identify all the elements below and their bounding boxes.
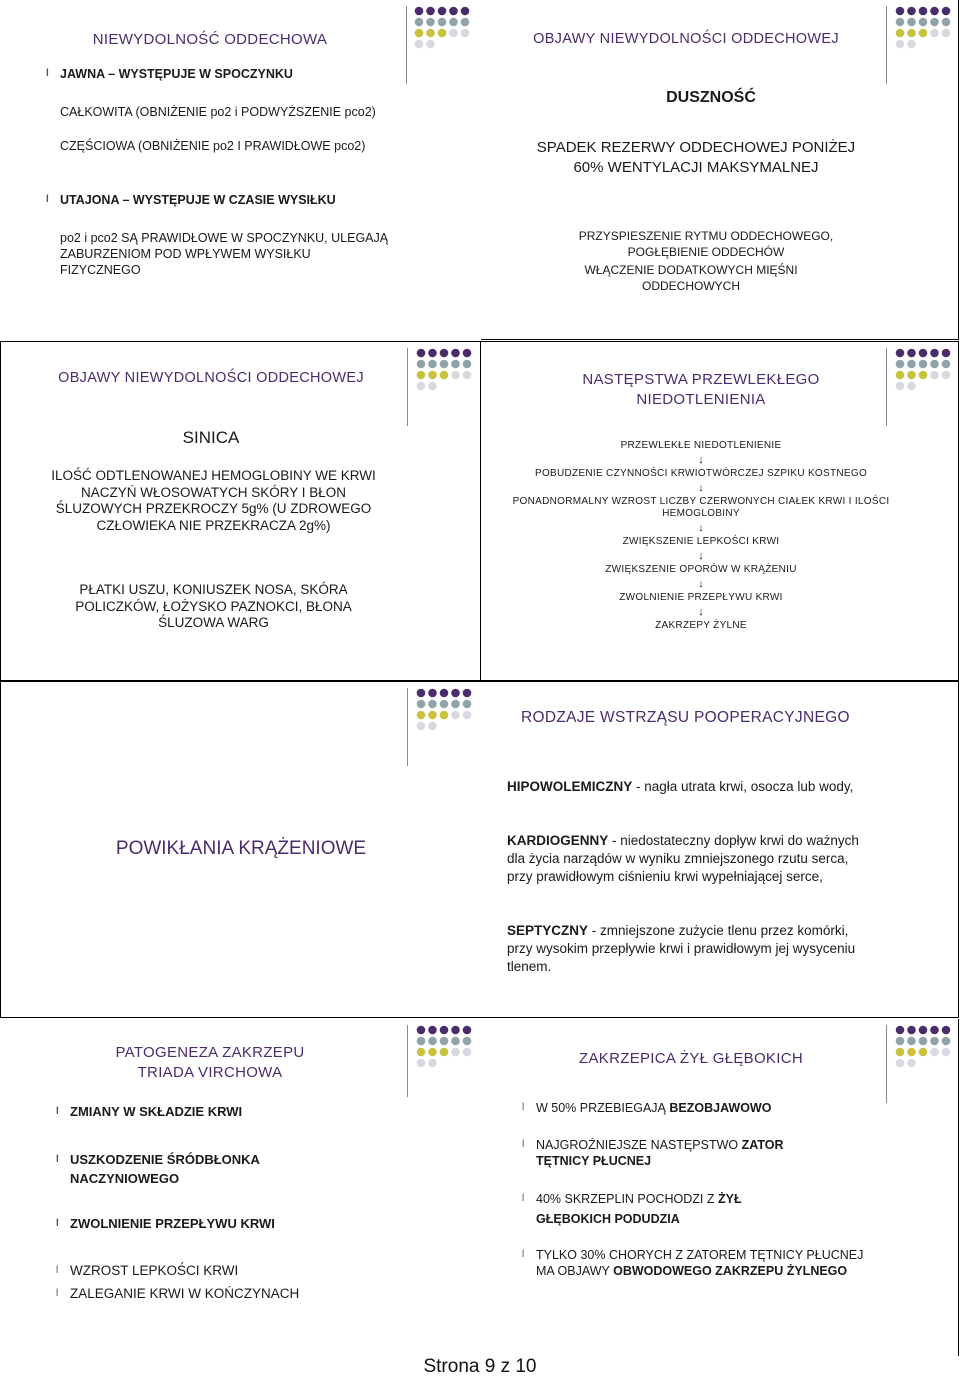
slide-6-title-2: TRIADA VIRCHOWA: [137, 1064, 283, 1081]
dot: [449, 7, 458, 16]
shock-hipowolemiczny: HIPOWOLEMICZNY - nagła utrata krwi, osocza lub wody,: [507, 779, 854, 794]
slide-1-title: NIEWYDOLNOŚĆ ODDECHOWA: [92, 31, 328, 48]
dot: [919, 1059, 928, 1068]
bullet-utajona: l UTAJONA – WYSTĘPUJE W CZASIE WYSIŁKU: [46, 193, 336, 207]
dot: [930, 1026, 939, 1035]
dot: [930, 1059, 939, 1068]
dot: [463, 371, 472, 380]
dot: [451, 371, 460, 380]
dot: [919, 1037, 928, 1046]
dot: [417, 360, 426, 369]
dot: [440, 711, 449, 720]
dot: [896, 349, 905, 358]
dot: [942, 1037, 951, 1046]
dot: [415, 18, 424, 27]
dot: [896, 7, 905, 16]
dot: [461, 29, 470, 38]
slide-3-title: OBJAWY NIEWYDOLNOŚCI ODDECHOWEJ: [58, 370, 364, 386]
chain-step: ZWIĘKSZENIE LEPKOŚCI KRWI: [622, 536, 780, 547]
dot: [463, 700, 472, 709]
dot: [449, 18, 458, 27]
dot: [426, 29, 435, 38]
dot: [942, 1048, 951, 1057]
dot: [463, 1037, 472, 1046]
dot: [451, 349, 460, 358]
dot: [463, 360, 472, 369]
dot-decoration: [415, 1025, 477, 1069]
dot: [451, 711, 460, 720]
slide-2-title: OBJAWY NIEWYDOLNOŚCI ODDECHOWEJ: [533, 31, 839, 47]
chain-arrow: ↓: [698, 482, 704, 494]
dot: [919, 7, 928, 16]
slide-6-title-1: PATOGENEZA ZAKRZEPU: [115, 1044, 305, 1061]
virchow-item-3: l ZWOLNIENIE PRZEPŁYWU KRWI: [56, 1216, 275, 1231]
dot: [428, 1037, 437, 1046]
dot: [463, 1048, 472, 1057]
chain-arrow: ↓: [698, 578, 704, 590]
dot: [449, 40, 458, 49]
dot: [919, 40, 928, 49]
slide-3: [0, 341, 481, 681]
dot: [907, 1026, 916, 1035]
dot: [463, 1059, 472, 1068]
divider: [886, 1025, 887, 1103]
dot: [896, 382, 905, 391]
dot-decoration: [415, 688, 477, 732]
chain-step: PRZEWLEKŁE NIEDOTLENIENIE: [620, 440, 782, 451]
dot: [451, 1048, 460, 1057]
chain-arrow: ↓: [698, 522, 704, 534]
dot: [919, 18, 928, 27]
sinica-p2: PŁATKI USZU, KONIUSZEK NOSA, SKÓRA POLICZKÓW, ŁOŻYSKO PAZNOKCI, BŁONA ŚLUZOWA WARG: [75, 582, 352, 630]
jawna-sub2: CZĘŚCIOWA (OBNIŻENIE po2 I PRAWIDŁOWE pco2): [60, 139, 366, 153]
dot: [907, 360, 916, 369]
dot: [417, 689, 426, 698]
divider: [886, 6, 887, 84]
jawna-sub1: CAŁKOWITA (OBNIŻENIE po2 i PODWYŻSZENIE pco2): [60, 105, 376, 119]
dot: [440, 689, 449, 698]
dusznosc-heading: DUSZNOŚĆ: [666, 89, 756, 106]
dvt-item-3: l 40% SKRZEPLIN POCHODZI Z ŻYŁ GŁĘBOKICH PODUDZIA: [522, 1192, 742, 1226]
divider: [407, 1025, 408, 1097]
dot: [907, 382, 916, 391]
dot: [907, 1059, 916, 1068]
dot: [919, 371, 928, 380]
dot: [417, 1026, 426, 1035]
chain-arrow: ↓: [698, 454, 704, 466]
dot: [417, 371, 426, 380]
dot: [463, 689, 472, 698]
sinica-heading: SINICA: [182, 428, 240, 447]
dot: [930, 1048, 939, 1057]
dot-decoration: [894, 1025, 956, 1069]
slide-5: [0, 681, 959, 1018]
dot: [451, 722, 460, 731]
dot: [440, 722, 449, 731]
dot: [461, 40, 470, 49]
virchow-item-2: l USZKODZENIE ŚRÓDBŁONKA NACZYNIOWEGO: [56, 1152, 260, 1186]
chain-arrow: ↓: [698, 550, 704, 562]
dot: [463, 722, 472, 731]
dot: [461, 18, 470, 27]
dot: [417, 1059, 426, 1068]
dot: [417, 711, 426, 720]
dot: [461, 7, 470, 16]
dot: [428, 1026, 437, 1035]
dot: [440, 1059, 449, 1068]
divider: [407, 688, 408, 766]
dusznosc-p2: PRZYSPIESZENIE RYTMU ODDECHOWEGO, POGŁĘBIENIE ODDECHÓW: [578, 229, 834, 259]
sinica-p1: ILOŚĆ ODTLENOWANEJ HEMOGLOBINY WE KRWI NACZYŃ WŁOSOWATYCH SKÓRY I BŁON ŚLUZOWYCH PRZEKROCZY 5g% (U ZDROWEGO CZŁOWIEKA NIE PRZEKRACZA 2g%): [51, 468, 376, 533]
dot: [930, 40, 939, 49]
dot: [463, 349, 472, 358]
dot: [930, 18, 939, 27]
dot: [451, 1026, 460, 1035]
dusznosc-p3: WŁĄCZENIE DODATKOWYCH MIĘŚNI ODDECHOWYCH: [584, 263, 798, 293]
chain-step: POBUDZENIE CZYNNOŚCI KRWIOTWÓRCZEJ SZPIKU KOSTNEGO: [534, 468, 868, 479]
slide-7: [481, 1019, 959, 1356]
dot: [415, 40, 424, 49]
dot: [440, 382, 449, 391]
dot: [415, 29, 424, 38]
dot: [919, 360, 928, 369]
dot: [440, 360, 449, 369]
dot: [930, 1037, 939, 1046]
dot: [919, 349, 928, 358]
dvt-item-2: l NAJGROŹNIEJSZE NASTĘPSTWO ZATOR TĘTNICY PŁUCNEJ: [522, 1138, 784, 1168]
dot: [942, 29, 951, 38]
dot: [463, 711, 472, 720]
virchow-item-4: l WZROST LEPKOŚCI KRWI: [56, 1263, 239, 1278]
dot: [919, 1026, 928, 1035]
dot: [942, 18, 951, 27]
dvt-item-4: l TYLKO 30% CHORYCH Z ZATOREM TĘTNICY PŁUCNEJ MA OBJAWY OBWODOWEGO ZAKRZEPU ŻYLNEGO: [522, 1248, 864, 1278]
dot: [440, 700, 449, 709]
dot: [896, 1048, 905, 1057]
dot: [428, 711, 437, 720]
dot-decoration: [894, 6, 956, 50]
dot: [896, 1026, 905, 1035]
dot: [428, 371, 437, 380]
dot: [428, 1048, 437, 1057]
dot: [463, 1026, 472, 1035]
dot: [440, 371, 449, 380]
dot: [942, 382, 951, 391]
dot: [930, 382, 939, 391]
consequence-chain: [511, 440, 891, 632]
dot: [451, 382, 460, 391]
dot: [896, 1059, 905, 1068]
dot: [942, 40, 951, 49]
dot: [428, 382, 437, 391]
dot: [451, 1059, 460, 1068]
dot: [451, 360, 460, 369]
dot: [428, 722, 437, 731]
dot: [428, 360, 437, 369]
dot: [438, 18, 447, 27]
dot: [919, 382, 928, 391]
dot: [438, 7, 447, 16]
dot: [907, 18, 916, 27]
chain-step: ZAKRZEPY ŻYLNE: [655, 620, 747, 631]
dot: [907, 29, 916, 38]
dot: [919, 1048, 928, 1057]
dot: [451, 700, 460, 709]
dot: [426, 18, 435, 27]
dot: [896, 371, 905, 380]
dot: [451, 1037, 460, 1046]
dot: [942, 1026, 951, 1035]
virchow-item-1: l ZMIANY W SKŁADZIE KRWI: [56, 1104, 243, 1119]
utajona-sub: po2 i pco2 SĄ PRAWIDŁOWE W SPOCZYNKU, ULEGAJĄ ZABURZENIOM POD WPŁYWEM WYSIŁKU FIZYCZNEGO: [60, 231, 389, 277]
dot: [896, 18, 905, 27]
chain-step: ZWIĘKSZENIE OPORÓW W KRĄŻENIU: [605, 564, 797, 575]
dot: [930, 29, 939, 38]
divider: [407, 348, 408, 426]
dot: [942, 7, 951, 16]
page-footer: Strona 9 z 10: [423, 1356, 537, 1377]
dot: [907, 1048, 916, 1057]
slide-7-title: ZAKRZEPICA ŻYŁ GŁĘBOKICH: [579, 1050, 803, 1067]
dot: [426, 40, 435, 49]
dot: [440, 1048, 449, 1057]
slide-1: [0, 0, 480, 340]
dot: [942, 360, 951, 369]
dot: [428, 689, 437, 698]
dot: [919, 29, 928, 38]
dot: [449, 29, 458, 38]
divider: [886, 348, 887, 426]
dot: [440, 349, 449, 358]
slide-6: [0, 1019, 480, 1356]
slide-4-title: NASTĘPSTWA PRZEWLEKŁEGO NIEDOTLENIENIA: [582, 371, 820, 408]
dot: [440, 1026, 449, 1035]
dot: [907, 349, 916, 358]
dot-decoration: [415, 348, 477, 392]
slide-2: [481, 0, 959, 340]
chain-step: ZWOLNIENIE PRZEPŁYWU KRWI: [619, 592, 783, 603]
shock-septyczny: SEPTYCZNY - zmniejszone zużycie tlenu przez komórki, przy wysokim przepływie krwi i prawidłowym jej wysyceniu tlenem.: [507, 923, 856, 974]
dot: [428, 1059, 437, 1068]
slide-4: [480, 341, 959, 681]
dot: [907, 7, 916, 16]
dot: [942, 371, 951, 380]
dot: [415, 7, 424, 16]
dot: [417, 722, 426, 731]
dot-decoration: [894, 348, 956, 392]
virchow-item-5: l ZALEGANIE KRWI W KOŃCZYNACH: [56, 1286, 300, 1301]
dot: [417, 349, 426, 358]
dot: [907, 371, 916, 380]
dot: [896, 1037, 905, 1046]
dot: [440, 1037, 449, 1046]
dvt-item-1: l W 50% PRZEBIEGAJĄ BEZOBJAWOWO: [522, 1101, 772, 1115]
dot: [417, 1048, 426, 1057]
dot: [896, 29, 905, 38]
divider: [406, 6, 407, 84]
shock-kardiogenny: KARDIOGENNY - niedostateczny dopływ krwi do ważnych dla życia narządów w wyniku zmniejszonego rzutu serca, przy prawidłowym ciśnieniu krwi wypełniającej serce,: [507, 833, 859, 884]
powiklania-label: POWIKŁANIA KRĄŻENIOWE: [115, 838, 367, 859]
dot: [930, 7, 939, 16]
dot: [428, 349, 437, 358]
bullet-jawna: l JAWNA – WYSTĘPUJE W SPOCZYNKU: [46, 67, 293, 81]
dusznosc-p1: SPADEK REZERWY ODDECHOWEJ PONIŻEJ 60% WENTYLACJI MAKSYMALNEJ: [536, 139, 856, 176]
dot: [907, 1037, 916, 1046]
dot: [930, 371, 939, 380]
dot: [907, 40, 916, 49]
dot: [438, 40, 447, 49]
dot: [896, 360, 905, 369]
dot: [417, 382, 426, 391]
dot: [942, 1059, 951, 1068]
dot: [428, 700, 437, 709]
dot: [942, 349, 951, 358]
slide-5-title: RODZAJE WSTRZĄSU POOPERACYJNEGO: [521, 709, 850, 726]
dot: [463, 382, 472, 391]
dot: [426, 7, 435, 16]
dot: [930, 349, 939, 358]
dot: [896, 40, 905, 49]
dot: [417, 1037, 426, 1046]
dot: [930, 360, 939, 369]
dot: [438, 29, 447, 38]
dot: [417, 700, 426, 709]
dot-decoration: [413, 6, 475, 50]
dot: [451, 689, 460, 698]
chain-step: PONADNORMALNY WZROST LICZBY CZERWONYCH CIAŁEK KRWI I ILOŚCI HEMOGLOBINY: [512, 496, 890, 519]
chain-arrow: ↓: [698, 606, 704, 618]
